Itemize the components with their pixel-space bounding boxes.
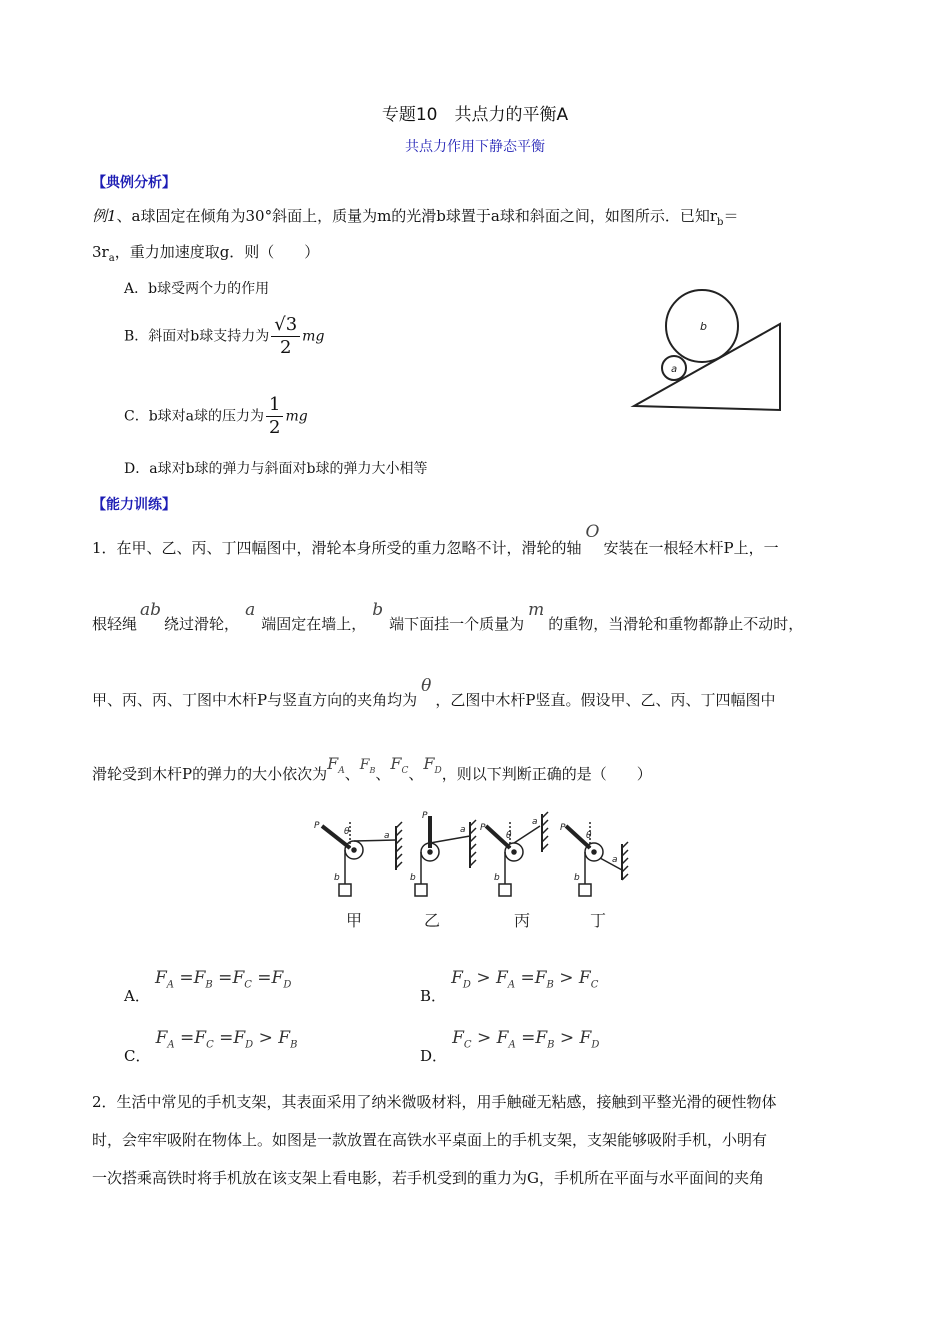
incline-balls-figure xyxy=(628,284,788,414)
svg-text:a: a xyxy=(460,825,466,835)
q1-text-2a: 根轻绳 xyxy=(92,615,138,633)
svg-text:b: b xyxy=(574,873,580,883)
q1-option-d: D． $F_C > F_A =F_B > F_D$ xyxy=(420,1028,600,1065)
q2-line-1: 2．生活中常见的手机支架，其表面采用了纳米微吸材料，用手触碰无粘感，接触到平整光滑的硬性物体 xyxy=(92,1093,777,1111)
q1-text-3a: 甲、丙、丙、丁图中木杆P与竖直方向的夹角均为 xyxy=(92,691,418,709)
q1-line-1 xyxy=(92,522,779,558)
q1-option-a-formula: $F_A =F_B =F_C =F_D$ xyxy=(154,968,292,991)
example-line-2 xyxy=(92,242,319,269)
option-b-text: B．斜面对b球支持力为 xyxy=(124,328,270,345)
ball-a-label: a xyxy=(671,364,678,375)
symbol-O: O xyxy=(585,522,600,542)
q2-line-3: 一次搭乘高铁时将手机放在该支架上看电影，若手机受到的重力为G，手机所在平面与水平面间的夹角 xyxy=(92,1169,764,1187)
q1-option-b-formula: $F_D > F_A =F_B > F_C$ xyxy=(451,968,599,991)
pulley-figure-yi xyxy=(415,816,476,896)
q1-text-2c: 端固定在墙上， xyxy=(261,615,367,633)
page-title: 专题10 共点力的平衡A xyxy=(381,105,569,125)
q1-text-4a: 滑轮受到木杆P的弹力的大小依次为 xyxy=(92,765,328,783)
example-text-2-pre: 3r xyxy=(92,243,109,261)
svg-text:b: b xyxy=(334,873,340,883)
symbol-a: a xyxy=(245,600,256,620)
pulley-figure-bing xyxy=(486,812,548,896)
example-text-2: ，重力加速度取g．则（ ） xyxy=(114,243,320,261)
q1-text-2e: 的重物，当滑轮和重物都静止不动时， xyxy=(548,615,804,633)
example-line-1 xyxy=(92,206,738,233)
q2-line-2: 时，会牢牢吸附在物体上。如图是一款放置在高铁水平桌面上的手机支架，支架能够吸附手机，小明有 xyxy=(92,1131,768,1149)
example-option-a: A．b球受两个力的作用 xyxy=(124,281,270,297)
symbol-theta: θ xyxy=(421,676,432,696)
svg-text:b: b xyxy=(494,873,500,883)
q1-text-3b: ，乙图中木杆P竖直。假设甲、乙、丙、丁四幅图中 xyxy=(435,691,776,709)
svg-text:a: a xyxy=(612,855,618,865)
figure-label-bing: 丙 xyxy=(514,911,531,930)
ball-b-label: b xyxy=(700,320,707,333)
example-option-c xyxy=(124,394,308,439)
q1-option-c: C． $F_A =F_C =F_D > F_B$ xyxy=(124,1028,298,1065)
example-sub-a: a xyxy=(108,253,115,264)
pulley-figures xyxy=(310,808,640,932)
q1-option-b: B． $F_D > F_A =F_B > F_C$ xyxy=(420,968,599,1005)
q1-option-c-formula: $F_A =F_C =F_D > F_B$ xyxy=(155,1028,298,1051)
fraction-sqrt3-over-2: $\frac{√3}{2}$ xyxy=(271,314,300,359)
q1-line-3 xyxy=(92,676,776,710)
force-FA: $F_A$ xyxy=(327,754,345,777)
figure-label-ding: 丁 xyxy=(590,911,607,930)
q1-line-4: 滑轮受到木杆P的弹力的大小依次为$F_A$、$F_B$、$F_C$、$F_D$，则以下判断正确的是（ ） xyxy=(92,754,652,783)
svg-text:P: P xyxy=(422,811,428,821)
example-label: 例1 xyxy=(92,207,117,225)
symbol-m: m xyxy=(528,600,545,620)
example-option-d: D．a球对b球的弹力与斜面对b球的弹力大小相等 xyxy=(124,461,428,477)
pulley-figure-ding xyxy=(566,822,628,896)
symbol-ab: ab xyxy=(140,600,162,620)
svg-text:θ: θ xyxy=(344,827,350,837)
section-heading-example: 【典例分析】 xyxy=(92,175,176,191)
svg-text:a: a xyxy=(384,831,390,841)
page-subtitle: 共点力作用下静态平衡 xyxy=(405,139,545,155)
force-FB: $F_B$ xyxy=(359,757,376,775)
force-FD: $F_D$ xyxy=(423,754,442,777)
svg-text:P: P xyxy=(560,823,566,833)
q1-option-d-formula: $F_C > F_A =F_B > F_D$ xyxy=(452,1028,600,1051)
example-sub-b: b xyxy=(717,217,724,228)
svg-text:P: P xyxy=(480,823,486,833)
q1-text-1a: 1．在甲、乙、丙、丁四幅图中，滑轮本身所受的重力忽略不计，滑轮的轴 xyxy=(92,539,582,557)
q1-text-1b: 安装在一根轻木杆P上，一 xyxy=(603,539,779,557)
fraction-1-over-2: $\frac{1}{2}$ xyxy=(266,394,283,439)
svg-text:θ: θ xyxy=(506,831,512,841)
example-text-1-end: ＝ xyxy=(723,207,739,225)
q1-text-2b: 绕过滑轮， xyxy=(164,615,240,633)
section-heading-training: 【能力训练】 xyxy=(92,497,176,513)
svg-text:b: b xyxy=(410,873,416,883)
q1-option-a: A． $F_A =F_B =F_C =F_D$ xyxy=(124,968,292,1005)
force-FC: $F_C$ xyxy=(390,754,409,777)
svg-text:θ: θ xyxy=(586,831,592,841)
pulley-figure-jia xyxy=(322,822,402,896)
q1-text-4b: ，则以下判断正确的是（ ） xyxy=(441,765,652,783)
example-option-b xyxy=(124,314,324,359)
q1-line-2 xyxy=(92,600,804,634)
q1-text-2d: 端下面挂一个质量为 xyxy=(389,615,525,633)
option-b-mg: mg xyxy=(302,328,325,345)
svg-text:a: a xyxy=(532,817,538,827)
option-c-text: C．b球对a球的压力为 xyxy=(124,408,265,425)
option-c-mg: mg xyxy=(285,408,308,425)
figure-label-yi: 乙 xyxy=(424,911,441,930)
symbol-b: b xyxy=(372,600,384,620)
incline-triangle xyxy=(634,324,780,410)
svg-text:P: P xyxy=(314,821,320,831)
example-text-1: 、a球固定在倾角为30°斜面上，质量为m的光滑b球置于a球和斜面之间，如图所示．已知r xyxy=(116,207,718,225)
figure-label-jia: 甲 xyxy=(346,911,363,930)
